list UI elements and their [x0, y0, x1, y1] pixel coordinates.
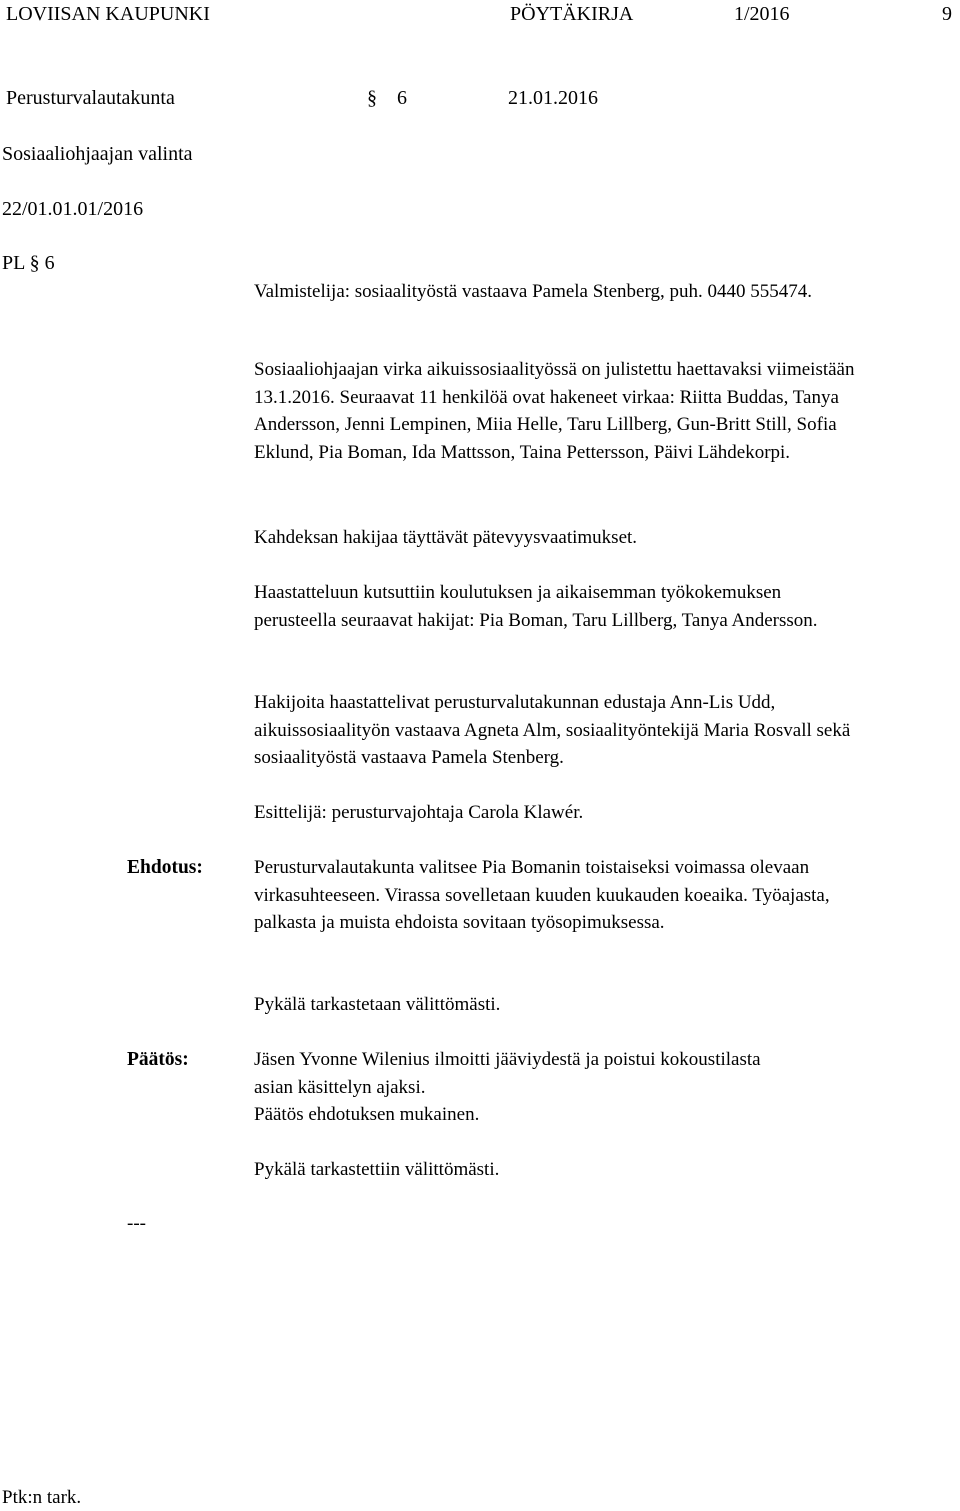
- decision-line-1: Jäsen Yvonne Wilenius ilmoitti jääviydestä ja poistui kokoustilasta asian käsittelyn ajaksi.: [254, 1049, 761, 1098]
- qualified-paragraph: Kahdeksan hakijaa täyttävät pätevyysvaatimukset.: [254, 527, 638, 548]
- organization-name: LOVIISAN KAUPUNKI: [6, 3, 210, 25]
- page-number: 9: [942, 3, 952, 25]
- pl-prefix: PL: [2, 252, 25, 274]
- proposal-check-note: Pykälä tarkastetaan välittömästi.: [254, 994, 501, 1015]
- interview-paragraph: Haastatteluun kutsuttiin koulutuksen ja aikaisemman työkokemuksen perusteella seuraavat hakijat: Pia Boman, Taru Lillberg, Tanya Andersson.: [254, 582, 818, 631]
- meeting-date: 21.01.2016: [508, 87, 598, 109]
- document-type: PÖYTÄKIRJA: [510, 3, 634, 25]
- decision-label: Päätös:: [127, 1049, 189, 1070]
- committee-name: Perusturvalautakunta: [6, 87, 175, 109]
- diary-number: 22/01.01.01/2016: [2, 198, 144, 220]
- item-title: Sosiaaliohjaajan valinta: [2, 143, 193, 165]
- minutes-check-label: Ptk:n tark.: [2, 1487, 82, 1508]
- applicants-paragraph: Sosiaaliohjaajan virka aikuissosiaalityössä on julistettu haettavaksi viimeistään 13.1.2016. Seuraavat 11 henkilöä ovat hakeneet virkaa: Riitta Buddas, Tanya Andersson, Jenni Lempinen, Miia Helle, Taru Lillberg, Gun-Britt Still, Sofia Eklund, Pia Boman, Ida Mattsson, Taina Pettersson, Päivi Lähdekorpi.: [254, 359, 855, 463]
- decision-check-note: Pykälä tarkastettiin välittömästi.: [254, 1159, 500, 1180]
- decision-line-2: Päätös ehdotuksen mukainen.: [254, 1104, 480, 1125]
- pl-reference: [2, 250, 55, 277]
- section-number: 6: [397, 87, 407, 109]
- presenter-paragraph: Esittelijä: perusturvajohtaja Carola Klawér.: [254, 802, 584, 823]
- section-separator: ---: [127, 1213, 146, 1234]
- pl-number: 6: [44, 252, 55, 274]
- document-number: 1/2016: [734, 3, 790, 25]
- preparer-paragraph: Valmistelija: sosiaalityöstä vastaava Pamela Stenberg, puh. 0440 555474.: [254, 281, 812, 302]
- pl-symbol: §: [29, 252, 40, 274]
- proposal-label: Ehdotus:: [127, 857, 203, 878]
- section-symbol: §: [367, 87, 377, 109]
- proposal-text: Perusturvalautakunta valitsee Pia Bomanin toistaiseksi voimassa olevaan virkasuhteeseen. Virassa sovelletaan kuuden kuukauden koeaika. Työajasta, palkasta ja muista ehdoista sovitaan työsopimuksessa.: [254, 857, 830, 933]
- interviewers-paragraph: Hakijoita haastattelivat perusturvalutakunnan edustaja Ann-Lis Udd, aikuissosiaalityön vastaava Agneta Alm, sosiaalityöntekijä Maria Rosvall sekä sosiaalityöstä vastaava Pamela Stenberg.: [254, 692, 851, 768]
